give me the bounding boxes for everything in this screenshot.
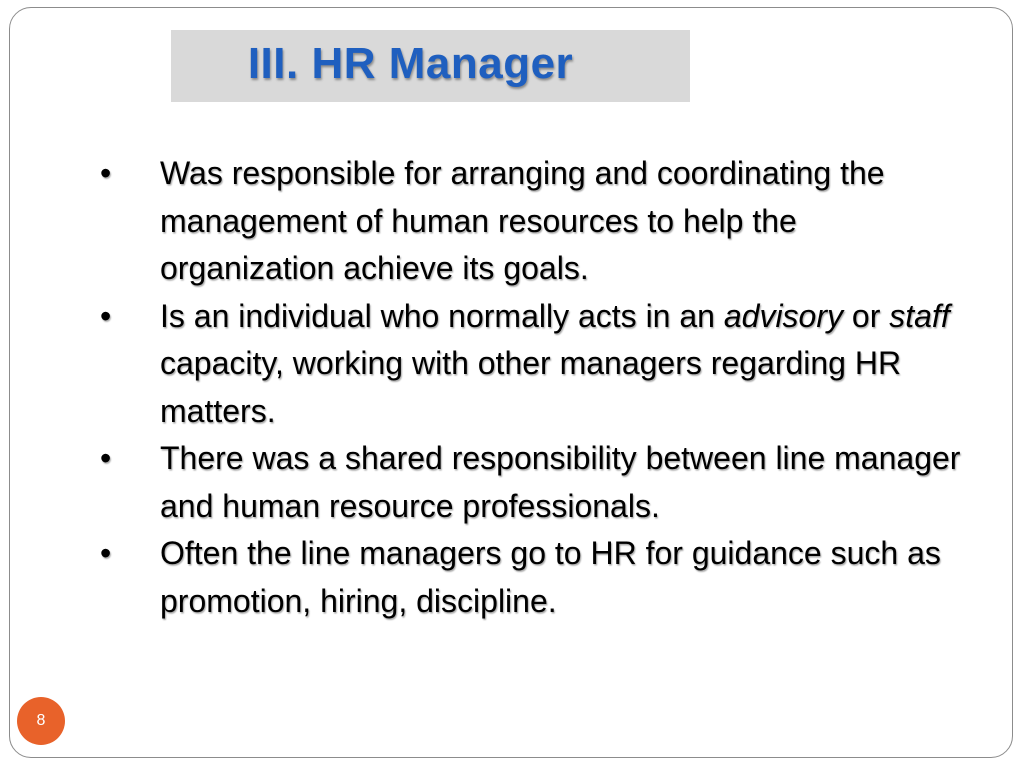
bullet-icon: • [100,155,112,191]
bullet-item [100,293,980,436]
slide-title: III. HR Manager [247,39,574,88]
bullet-text [160,298,950,429]
bullet-icon: • [100,297,112,334]
bullet-italic-staff: staff [889,297,950,334]
bullet-text: There was a shared responsibility between line manager and human resource professionals. [160,440,961,524]
bullet-text-part: capacity, working with other managers regarding HR matters. [160,345,902,429]
bullet-text-part: or [843,297,890,334]
bullet-italic-advisory: advisory [723,297,843,334]
bullet-text-part: Is an individual who normally acts in an [160,297,724,334]
bullet-text: Was responsible for arranging and coordinating the management of human resources to help the organization achieve its goals. [160,155,885,286]
bullet-item [100,150,980,293]
bullet-item [100,530,980,625]
bullet-item [100,435,980,530]
bullet-list [100,150,980,625]
bullet-text: Often the line managers go to HR for guidance such as promotion, hiring, discipline. [160,535,941,619]
bullet-icon: • [100,440,112,476]
page-number-badge: 8 [17,697,65,745]
bullet-icon: • [100,535,112,571]
